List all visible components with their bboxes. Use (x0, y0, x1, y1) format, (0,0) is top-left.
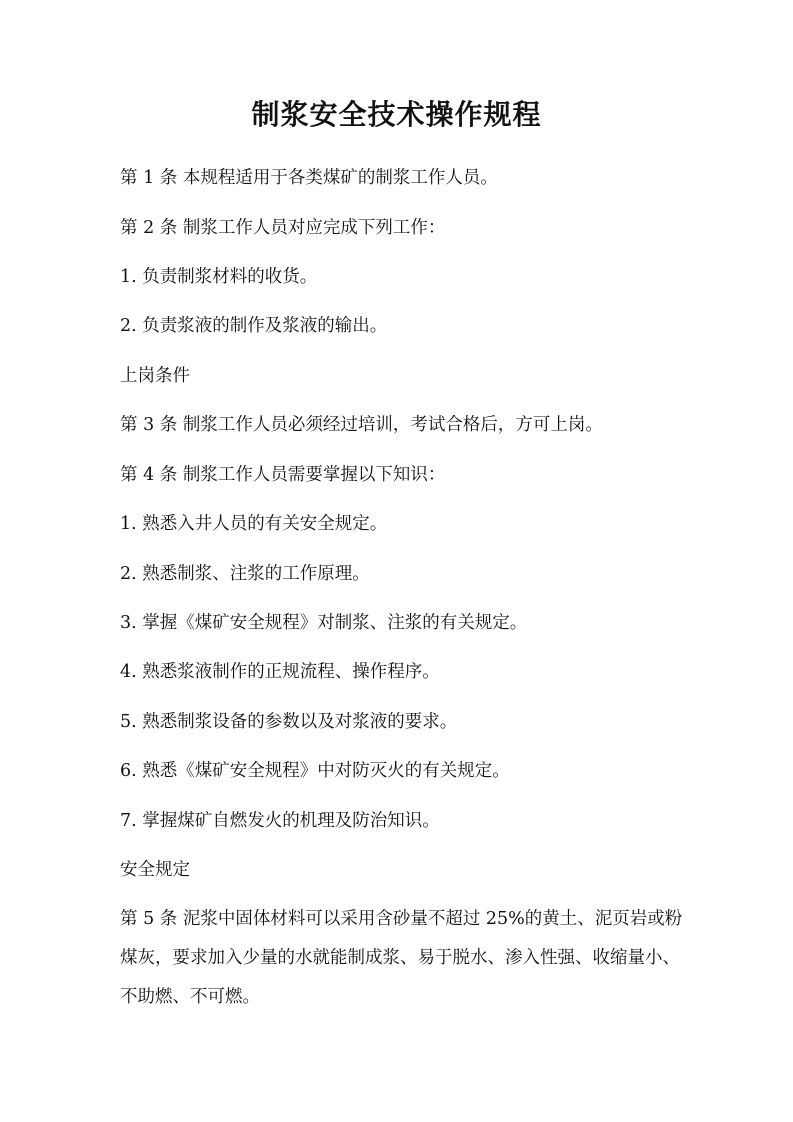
list-item-3: 3. 掌握《煤矿安全规程》对制浆、注浆的有关规定。 (120, 613, 528, 633)
article-1: 第 1 条 本规程适用于各类煤矿的制浆工作人员。 (120, 168, 498, 188)
article-3: 第 3 条 制浆工作人员必须经过培训，考试合格后，方可上岗。 (120, 415, 603, 435)
list-item-1: 1. 负责制浆材料的收货。 (120, 267, 318, 287)
article-2: 第 2 条 制浆工作人员对应完成下列工作： (120, 218, 446, 238)
list-item-4: 4. 熟悉浆液制作的正规流程、操作程序。 (120, 662, 440, 682)
list-item-6: 6. 熟悉《煤矿安全规程》中对防灭火的有关规定。 (120, 761, 510, 781)
section-heading-qualification: 上岗条件 (120, 366, 190, 386)
article-4: 第 4 条 制浆工作人员需要掌握以下知识： (120, 465, 446, 485)
article-5: 第 5 条 泥浆中固体材料可以采用含砂量不超过 25%的黄土、泥页岩或粉煤灰，要求加入少量的水就能制成浆、易于脱水、渗入性强、收缩量小、不助燃、不可燃。 (120, 909, 683, 1007)
list-item-1: 1. 熟悉入井人员的有关安全规定。 (120, 514, 388, 534)
list-item-2: 2. 熟悉制浆、注浆的工作原理。 (120, 564, 370, 584)
list-item-7: 7. 掌握煤矿自燃发火的机理及防治知识。 (120, 811, 440, 831)
document-title: 制浆安全技术操作规程 (251, 98, 542, 131)
section-heading-safety: 安全规定 (120, 860, 190, 880)
list-item-5: 5. 熟悉制浆设备的参数以及对浆液的要求。 (120, 712, 458, 732)
list-item-2: 2. 负责浆液的制作及浆液的输出。 (120, 316, 388, 336)
